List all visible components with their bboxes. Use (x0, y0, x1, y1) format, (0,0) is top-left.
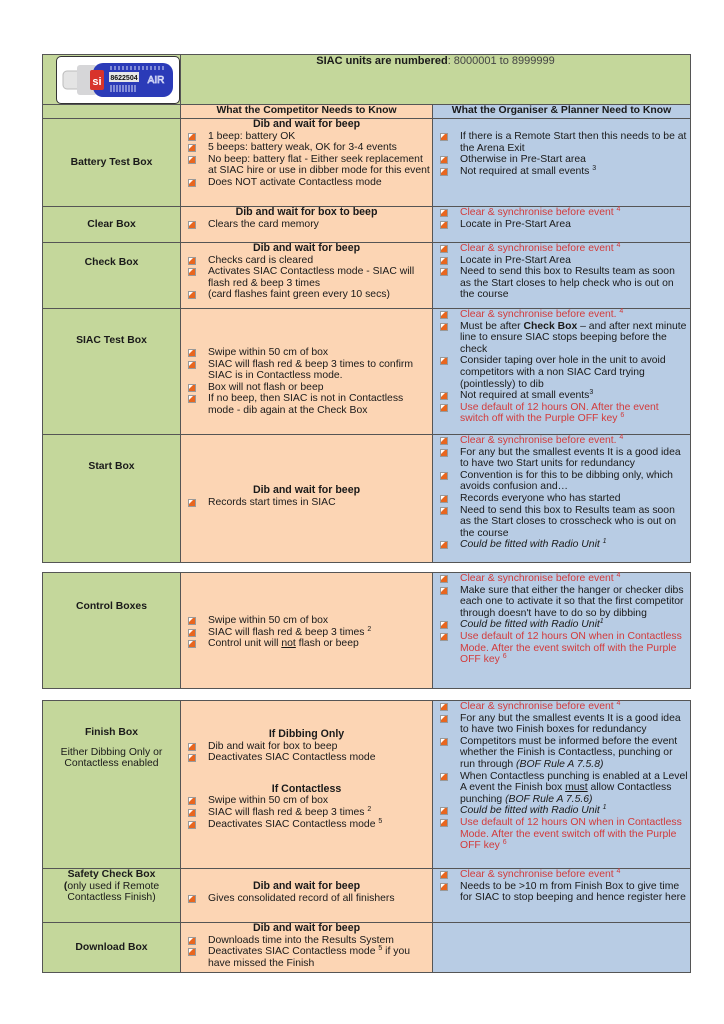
row-check-box (43, 243, 691, 309)
item-text: flash or beep (295, 638, 359, 650)
item-text-bold: Check Box (523, 320, 578, 332)
footnote-ref: 4 (619, 308, 624, 315)
item-text: (card flashes faint green every 10 secs) (208, 289, 390, 301)
footnote-ref: 1 (599, 618, 604, 626)
instruction-heading: Dib and wait for box to beep (235, 206, 378, 218)
list-item (433, 266, 688, 301)
orienteering-flag-icon (440, 541, 448, 549)
item-text: SIAC will flash red & beep 3 times to confirm SIAC is in Contactless mode. (208, 358, 414, 382)
item-text: Could be fitted with Radio Unit (460, 805, 600, 817)
footnote-ref: 3 (592, 164, 597, 172)
list-item (181, 131, 430, 143)
footnote-ref: 4 (616, 868, 621, 875)
item-text: Not required at small events (460, 390, 590, 402)
orienteering-flag-icon (440, 323, 448, 331)
siac-card-image (56, 56, 180, 104)
item-text: Competitors must be informed before the event whether the Finish is Contactless, punching or run through (460, 735, 678, 770)
item-text: Could be fitted with Radio Unit (460, 619, 600, 631)
list-item (181, 347, 430, 359)
row-label: Start Box (43, 435, 181, 563)
item-text: Make sure that either the hanger or checker dibs each one to activate it so that the first competitor through doesn't have to do so by dibbing (460, 584, 684, 619)
item-text: SIAC will flash red & beep 3 times (208, 806, 365, 818)
orienteering-flag-icon (188, 797, 196, 805)
row-label: Finish Box (84, 727, 139, 738)
list-item (181, 807, 430, 819)
item-text: Use default of 12 hours ON when in Contactless Mode. After the event switch off with the Purple OFF key (460, 630, 682, 666)
orienteering-flag-icon (188, 937, 196, 945)
footnote-ref: 4 (616, 206, 621, 213)
organiser-cell (433, 573, 691, 689)
row-siac-test-box (43, 309, 691, 435)
orienteering-flag-icon (440, 807, 448, 815)
row-clear-box (43, 207, 691, 243)
item-text-underlined: must (565, 782, 588, 794)
list-item (181, 935, 430, 947)
list-item (181, 154, 430, 177)
col-organiser-header: What the Organiser & Planner Need to Know (433, 105, 691, 119)
item-text: Gives consolidated record of all finishers (208, 892, 395, 904)
list-item (433, 817, 688, 852)
list-item (433, 573, 688, 585)
orienteering-flag-icon (440, 738, 448, 746)
orienteering-flag-icon (440, 507, 448, 515)
orienteering-flag-icon (188, 809, 196, 817)
row-label-cell (43, 869, 181, 923)
row-download-box (43, 923, 691, 973)
competitor-cell (181, 243, 433, 309)
col-competitor-header: What the Competitor Needs to Know (181, 105, 433, 119)
list-item (433, 470, 688, 493)
title-cell (181, 55, 691, 105)
item-text: Swipe within 50 cm of box (208, 615, 329, 626)
list-item (433, 207, 688, 219)
list-item (181, 266, 430, 289)
list-item (181, 393, 430, 416)
item-text: Otherwise in Pre-Start area (460, 154, 586, 166)
empty-header-cell (43, 105, 181, 119)
row-start-box (43, 435, 691, 563)
instruction-heading: Dib and wait for beep (252, 242, 361, 254)
instruction-heading: Dib and wait for beep (252, 880, 361, 892)
item-text: Control unit will (208, 638, 282, 650)
row-sublabel: Either Dibbing Only or Contactless enabled (60, 746, 163, 770)
list-item (433, 219, 688, 231)
list-item (433, 493, 688, 505)
row-label: Download Box (43, 923, 181, 973)
competitor-cell (181, 435, 433, 563)
si-logo-text: si (92, 76, 102, 88)
orienteering-flag-icon (440, 268, 448, 276)
list-item (181, 615, 430, 627)
list-item (181, 382, 430, 394)
list-item (181, 741, 430, 753)
orienteering-flag-icon (440, 871, 448, 879)
rule-reference: (BOF Rule A 7.5.8) (516, 758, 604, 770)
siac-serial: 8622504 (110, 75, 138, 82)
list-item (433, 166, 688, 178)
footnote-ref: 4 (616, 572, 621, 579)
instruction-heading: If Contactless (271, 782, 342, 795)
item-text: Must be after (460, 320, 524, 332)
item-text: For any but the smallest events It is a good idea to have two Finish boxes for redundancy (460, 712, 681, 736)
orienteering-flag-icon (440, 257, 448, 265)
orienteering-flag-icon (440, 715, 448, 723)
instruction-heading: Dib and wait for beep (252, 484, 361, 496)
orienteering-flag-icon (440, 221, 448, 229)
item-text: When Contactless punching is enabled at a Level A event the Finish box (460, 770, 688, 794)
item-text: Deactivates SIAC Contactless mode (208, 946, 379, 958)
item-text: Locate in Pre-Start Area (460, 254, 571, 266)
row-battery-test-box (43, 119, 691, 207)
item-text: For any but the smallest events It is a good idea to have two Start units for redundancy (460, 446, 681, 470)
list-item (181, 627, 430, 639)
orienteering-flag-icon (188, 948, 196, 956)
list-item (181, 752, 430, 764)
list-item (433, 771, 688, 806)
orienteering-flag-icon (440, 883, 448, 891)
list-item (433, 805, 688, 817)
orienteering-flag-icon (440, 575, 448, 583)
list-item (181, 359, 430, 382)
list-item (433, 631, 688, 666)
item-text: Clears the card memory (208, 218, 319, 230)
organiser-cell (433, 119, 691, 207)
orienteering-flag-icon (440, 209, 448, 217)
list-item (433, 447, 688, 470)
orienteering-flag-icon (440, 392, 448, 400)
orienteering-flag-icon (188, 179, 196, 187)
list-item (181, 289, 430, 301)
orienteering-flag-icon (440, 449, 448, 457)
siac-card-illustration (57, 57, 179, 103)
orienteering-flag-icon (440, 495, 448, 503)
list-item (181, 795, 430, 807)
orienteering-flag-icon (188, 133, 196, 141)
list-item (433, 435, 688, 447)
control-boxes-table (42, 572, 691, 689)
row-label: Check Box (43, 243, 181, 309)
item-text: Box will not flash or beep (208, 381, 324, 393)
list-item (181, 946, 430, 969)
column-header-row (43, 105, 691, 119)
footnote-ref: 6 (502, 839, 507, 847)
list-item (181, 219, 430, 231)
list-item (433, 713, 688, 736)
orienteering-flag-icon (440, 245, 448, 253)
organiser-cell (433, 869, 691, 923)
orienteering-flag-icon (188, 821, 196, 829)
item-text: Use default of 12 hours ON. After the event switch off with the Purple OFF key (460, 401, 659, 425)
item-text: 1 beep: battery OK (208, 130, 296, 142)
item-text: Does NOT activate Contactless mode (208, 176, 382, 188)
orienteering-flag-icon (188, 629, 196, 637)
orienteering-flag-icon (188, 291, 196, 299)
item-text: Checks card is cleared (208, 254, 314, 266)
item-text: Clear & synchronise before event (460, 243, 614, 254)
list-item (433, 402, 688, 425)
list-item (181, 819, 430, 831)
item-text: Could be fitted with Radio Unit (460, 539, 600, 551)
list-item (433, 701, 688, 713)
orienteering-flag-icon (440, 133, 448, 141)
item-text: Clear & synchronise before event (460, 207, 614, 218)
orienteering-flag-icon (440, 357, 448, 365)
orienteering-flag-icon (440, 703, 448, 711)
orienteering-flag-icon (188, 499, 196, 507)
organiser-cell (433, 435, 691, 563)
competitor-cell (181, 869, 433, 923)
competitor-cell (181, 701, 433, 869)
row-label: Battery Test Box (43, 119, 181, 207)
orienteering-flag-icon (440, 472, 448, 480)
item-text: SIAC will flash red & beep 3 times (208, 626, 365, 638)
list-item (433, 736, 688, 771)
organiser-cell (433, 243, 691, 309)
footnote-ref: 4 (619, 434, 624, 441)
orienteering-flag-icon (440, 633, 448, 641)
item-text: No beep: battery flat - Either seek replacement at SIAC hire or use in dibber mode for this event (208, 153, 430, 177)
list-item (181, 177, 430, 189)
row-label-cell (43, 701, 181, 869)
footnote-ref: 5 (378, 817, 383, 825)
item-text: if you have missed the Finish (208, 946, 411, 969)
list-item (433, 881, 688, 904)
row-sublabel: only used if Remote Contactless Finish) (67, 880, 160, 904)
competitor-cell (181, 119, 433, 207)
item-text: Dib and wait for box to beep (208, 740, 338, 752)
footnote-ref: 2 (367, 805, 372, 813)
item-text: Use default of 12 hours ON when in Contactless Mode. After the event switch off with the Purple OFF key (460, 816, 682, 852)
item-text: 5 beeps: battery weak, OK for 3-4 events (208, 142, 397, 154)
orienteering-flag-icon (440, 437, 448, 445)
rule-reference: (BOF Rule A 7.5.6) (505, 793, 593, 805)
list-item (433, 390, 688, 402)
orienteering-flag-icon (440, 404, 448, 412)
organiser-cell (433, 701, 691, 869)
competitor-cell (181, 923, 433, 973)
siac-air-text: AIR (147, 75, 165, 86)
orienteering-flag-icon (188, 754, 196, 762)
row-control-boxes (43, 573, 691, 689)
row-safety-check-box (43, 869, 691, 923)
orienteering-flag-icon (188, 156, 196, 164)
footnote-ref: 4 (616, 700, 621, 707)
list-item (433, 355, 688, 390)
list-item (433, 619, 688, 631)
item-text: Records everyone who has started (460, 492, 621, 504)
orienteering-flag-icon (188, 268, 196, 276)
item-text: Clear & synchronise before event (460, 573, 614, 584)
organiser-cell (433, 309, 691, 435)
list-item (433, 255, 688, 267)
orienteering-flag-icon (188, 361, 196, 369)
item-text: Records start times in SIAC (208, 496, 336, 508)
orienteering-flag-icon (440, 621, 448, 629)
competitor-cell (181, 573, 433, 689)
item-text: Clear & synchronise before event. (460, 309, 617, 320)
footnote-ref: 2 (367, 625, 372, 633)
row-label: Safety Check Box (67, 869, 156, 880)
item-text: Need to send this box to Results team as soon as the Start closes to help check who is out on the course (460, 266, 675, 301)
orienteering-flag-icon (188, 617, 196, 625)
item-text-underlined: not (281, 638, 296, 650)
footnote-ref: 6 (620, 412, 625, 420)
orienteering-flag-icon (188, 384, 196, 392)
orienteering-flag-icon (188, 895, 196, 903)
item-text: Locate in Pre-Start Area (460, 218, 571, 230)
row-label: Clear Box (43, 207, 181, 243)
list-item (181, 893, 430, 905)
organiser-cell (433, 207, 691, 243)
orienteering-flag-icon (188, 257, 196, 265)
item-text: Need to send this box to Results team as soon as the Start closes to crosscheck who is out on the course (460, 504, 676, 539)
orienteering-flag-icon (188, 395, 196, 403)
orienteering-flag-icon (440, 773, 448, 781)
competitor-cell (181, 207, 433, 243)
list-item (433, 585, 688, 620)
instruction-heading: Dib and wait for beep (252, 922, 361, 934)
instruction-heading: If Dibbing Only (268, 728, 345, 740)
footnote-ref: 5 (378, 945, 383, 953)
list-item (433, 869, 688, 881)
list-item (181, 142, 430, 154)
item-text: allow Contactless punching (460, 782, 672, 805)
item-text: Deactivates SIAC Contactless mode (208, 752, 376, 764)
item-text: Not required at small events (460, 165, 590, 177)
siac-boxes-table (42, 54, 691, 563)
item-text: Swipe within 50 cm of box (208, 347, 329, 358)
item-text: – and after next minute line to ensure SIAC stops beeping before the check (460, 320, 687, 355)
list-item (433, 505, 688, 540)
item-text: Activates SIAC Contactless mode - SIAC will flash red & beep 3 times (208, 266, 415, 289)
list-item (433, 154, 688, 166)
item-text: Clear & synchronise before event. (460, 435, 617, 446)
orienteering-flag-icon (188, 743, 196, 751)
orienteering-flag-icon (440, 587, 448, 595)
orienteering-flag-icon (188, 640, 196, 648)
item-text: Needs to be >10 m from Finish Box to give time for SIAC to stop beeping and hence register here (460, 880, 686, 904)
footnote-ref: 4 (616, 242, 621, 249)
orienteering-flag-icon (440, 156, 448, 164)
orienteering-flag-icon (440, 819, 448, 827)
item-text: Downloads time into the Results System (208, 934, 394, 946)
footnote-ref: 3 (589, 389, 594, 397)
row-label: SIAC Test Box (43, 309, 181, 435)
orienteering-flag-icon (188, 221, 196, 229)
list-item (433, 539, 688, 551)
item-text: Clear & synchronise before event (460, 869, 614, 880)
item-text: Consider taping over hole in the unit to avoid competitors with a non SIAC Card trying (pointlessly) to dib (460, 355, 666, 390)
item-text: Swipe within 50 cm of box (208, 795, 329, 807)
item-text: Convention is for this to be dibbing only, which avoids confusion and… (460, 469, 673, 493)
list-item (433, 321, 688, 356)
orienteering-flag-icon (440, 168, 448, 176)
footnote-ref: 6 (502, 653, 507, 661)
instruction-heading: Dib and wait for beep (252, 118, 361, 130)
footnote-ref: 1 (602, 538, 607, 546)
orienteering-flag-icon (188, 349, 196, 357)
list-item (433, 309, 688, 321)
list-item (433, 131, 688, 154)
list-item (181, 638, 430, 650)
row-label: Control Boxes (43, 573, 181, 689)
competitor-cell (181, 309, 433, 435)
row-finish-box (43, 701, 691, 869)
list-item (181, 497, 430, 509)
title-bold: SIAC units are numbered (316, 55, 448, 67)
item-text: If no beep, then SIAC is not in Contactless mode - dib again at the Check Box (208, 393, 404, 416)
list-item (181, 255, 430, 267)
row-sublabel-paren: ( (63, 880, 68, 892)
footnote-ref: 1 (602, 804, 607, 812)
title-rest: : 8000001 to 8999999 (447, 55, 555, 67)
item-text: If there is a Remote Start then this needs to be at the Arena Exit (460, 131, 687, 154)
organiser-cell-empty (433, 923, 691, 973)
list-item (433, 243, 688, 255)
finish-boxes-table (42, 700, 691, 973)
item-text: Clear & synchronise before event (460, 701, 614, 712)
orienteering-flag-icon (188, 144, 196, 152)
orienteering-flag-icon (440, 311, 448, 319)
item-text: Deactivates SIAC Contactless mode (208, 818, 376, 830)
